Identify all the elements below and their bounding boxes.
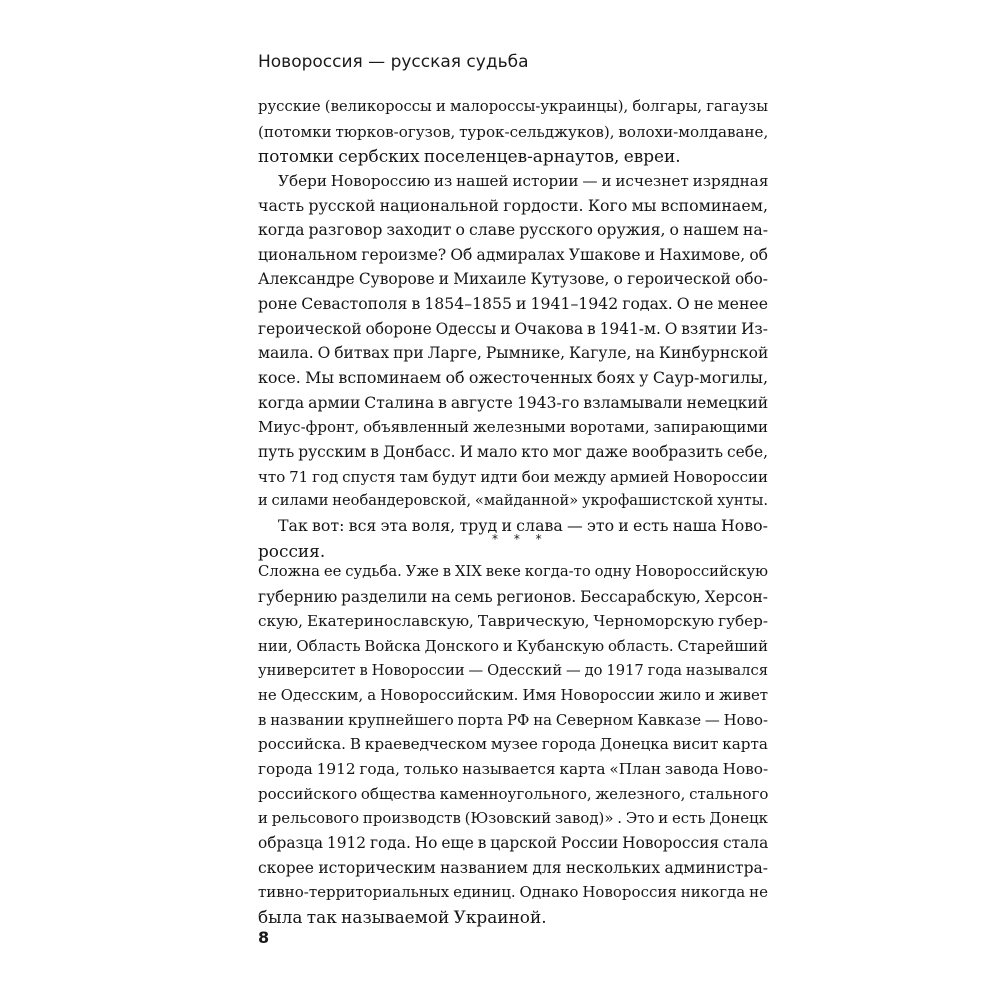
- text-line: и рельсового производств (Юзовский завод)» . Это и есть Донецк: [258, 809, 768, 828]
- text-line: маила. О битвах при Ларге, Рымнике, Кагуле, на Кинбурнской: [258, 344, 768, 363]
- text-line: роне Севастополя в 1854–1855 и 1941–1942 годах. О не менее: [258, 294, 768, 314]
- text-line: была так называемой Украиной.: [258, 906, 547, 927]
- text-line: россия.: [258, 540, 326, 561]
- text-line: циональном героизме? Об адмиралах Ушакове и Нахимове, об: [258, 245, 768, 264]
- text-line: тивно-территориальных единиц. Однако Новороссия никогда не: [258, 883, 768, 902]
- text-line: Убери Новороссию из нашей истории — и исчезнет изрядная: [278, 171, 768, 190]
- text-line: путь русским в Донбасс. И мало кто мог даже вообразить себе,: [258, 442, 768, 461]
- text-line: университет в Новороссии — Одесский — до 1917 года назывался: [258, 661, 768, 679]
- text-line: в названии крупнейшего порта РФ на Северном Кавказе — Ново-: [258, 710, 768, 729]
- text-block-1: [258, 95, 768, 563]
- text-line: не Одесским, а Новороссийским. Имя Новороссии жило и живет: [258, 686, 768, 705]
- text-line: когда разговор заходит о славе русского оружия, о нашем на-: [258, 220, 768, 240]
- text-line: образца 1912 года. Но еще в царской России Новороссия стала: [258, 834, 768, 853]
- text-line: губернию разделили на семь регионов. Бессарабскую, Херсон-: [258, 587, 768, 606]
- text-line: Сложна ее судьба. Уже в XIX веке когда-то одну Новороссийскую: [258, 563, 768, 580]
- text-block-2: [258, 560, 768, 930]
- text-line: русские (великороссы и малороссы-украинцы), болгары, гагаузы: [258, 98, 768, 115]
- text-line: что 71 год спустя там будут идти бои между армией Новороссии: [258, 467, 768, 486]
- text-line: российского общества каменноугольного, железного, стального: [258, 784, 768, 803]
- text-line: Александре Суворове и Михаиле Кутузове, о героической обо-: [258, 270, 768, 289]
- text-line: (потомки тюрков-огузов, турок-сельджуков), волохи-молдаване,: [258, 122, 768, 141]
- text-line: нии, Область Войска Донского и Кубанскую область. Старейший: [258, 636, 768, 655]
- text-line: города 1912 года, только называется карта «План завода Ново-: [258, 760, 768, 779]
- text-line: потомки сербских поселенцев-арнаутов, евреи.: [258, 146, 681, 167]
- section-separator: * * *: [492, 532, 548, 546]
- text-line: косе. Мы вспоминаем об ожесточенных боях у Саур-могилы,: [258, 368, 768, 388]
- text-line: Так вот: вся эта воля, труд и слава — это и есть наша Ново-: [278, 515, 768, 535]
- running-head: Новороссия — русская судьба: [258, 52, 529, 72]
- text-line: часть русской национальной гордости. Кого мы вспоминаем,: [258, 195, 768, 215]
- text-line: скую, Екатеринославскую, Таврическую, Черноморскую губер-: [258, 612, 768, 631]
- text-line: скорее историческим названием для нескольких администра-: [258, 858, 768, 877]
- text-line: Миус-фронт, объявленный железными воротами, запирающими: [258, 418, 768, 437]
- page-number: 8: [258, 928, 270, 947]
- text-line: и силами необандеровской, «майданной» укрофашистской хунты.: [258, 492, 768, 510]
- text-line: героической обороне Одессы и Очакова в 1941-м. О взятии Из-: [258, 319, 768, 338]
- text-line: когда армии Сталина в августе 1943-го взламывали немецкий: [258, 393, 768, 412]
- text-line: российска. В краеведческом музее города Донецка висит карта: [258, 735, 768, 754]
